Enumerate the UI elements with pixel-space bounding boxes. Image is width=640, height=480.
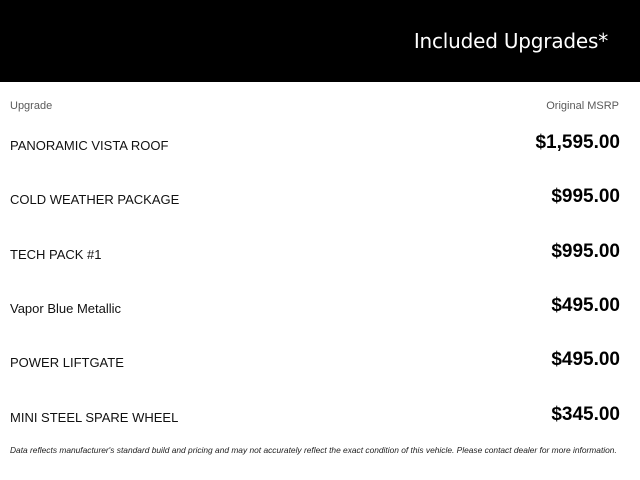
disclaimer-text: Data reflects manufacturer's standard build and pricing and may not accurately reflect the exact condition of this vehicle. Please contact dealer for more information. (10, 445, 617, 455)
upgrade-row (0, 241, 640, 267)
upgrade-price: $995.00 (551, 186, 620, 207)
upgrade-row (0, 295, 640, 321)
upgrade-row (0, 186, 640, 212)
header-banner (0, 0, 640, 82)
upgrade-name: POWER LIFTGATE (10, 355, 124, 370)
column-header-upgrade: Upgrade (10, 100, 53, 112)
upgrade-price: $1,595.00 (535, 132, 620, 153)
upgrade-name: Vapor Blue Metallic (10, 301, 122, 316)
column-header-msrp: Original MSRP (546, 100, 619, 112)
upgrade-name: PANORAMIC VISTA ROOF (10, 138, 169, 153)
page-title: Included Upgrades* (413, 29, 608, 53)
upgrade-name: MINI STEEL SPARE WHEEL (10, 410, 179, 425)
upgrade-price: $995.00 (551, 241, 620, 262)
upgrade-price: $495.00 (551, 349, 620, 370)
upgrade-row (0, 349, 640, 375)
upgrade-row (0, 132, 640, 158)
upgrade-name: COLD WEATHER PACKAGE (10, 192, 180, 207)
upgrade-price: $345.00 (551, 404, 620, 425)
upgrade-name: TECH PACK #1 (10, 247, 102, 262)
upgrade-price: $495.00 (551, 295, 620, 316)
upgrade-row (0, 404, 640, 430)
